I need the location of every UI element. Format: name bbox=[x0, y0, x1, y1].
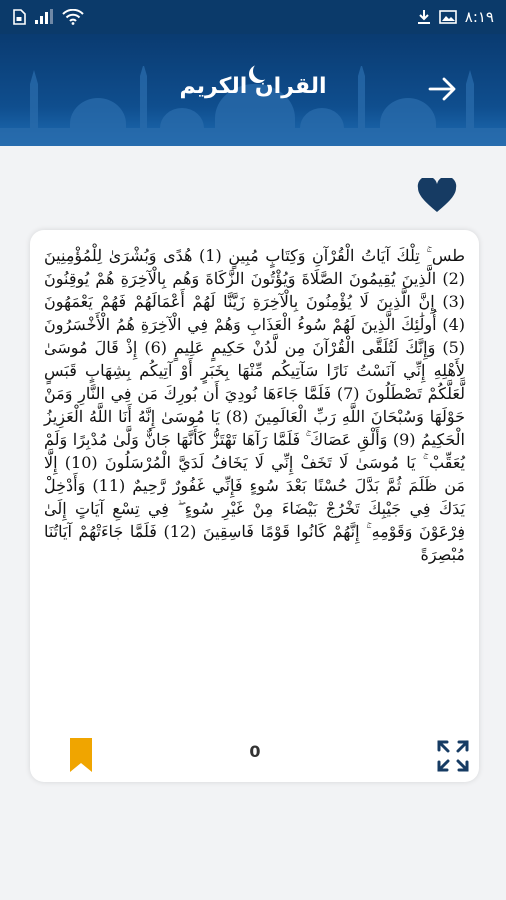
image-icon bbox=[439, 9, 457, 25]
page-title: القران الكريم bbox=[179, 74, 327, 99]
expand-icon[interactable] bbox=[435, 738, 471, 774]
status-bar bbox=[0, 0, 506, 34]
status-right bbox=[417, 8, 494, 26]
signal-icon bbox=[34, 9, 54, 25]
status-left bbox=[12, 9, 84, 25]
arrow-right-icon[interactable] bbox=[428, 76, 458, 102]
app-header bbox=[0, 34, 506, 146]
wifi-icon bbox=[62, 9, 84, 25]
heart-icon[interactable] bbox=[417, 178, 457, 214]
verse-counter: 0 bbox=[249, 742, 261, 761]
bookmark-icon[interactable] bbox=[70, 738, 92, 772]
ayah-card bbox=[30, 230, 479, 782]
download-icon bbox=[417, 9, 431, 25]
status-time: ٨:١٩ bbox=[464, 8, 494, 26]
ayah-text: طس ۚ تِلْكَ آيَاتُ الْقُرْآنِ وَكِتَابٍ مُبِينٍ (1) هُدًى وَبُشْرَىٰ لِلْمُؤْمِنِينَ (2) الَّذِينَ يُقِيمُونَ الصَّلَاةَ وَيُؤْتُونَ الزَّكَاةَ وَهُم بِالْآخِرَةِ هُمْ يُوقِنُونَ (3) إِنَّ الَّذِينَ لَا يُؤْمِنُونَ بِالْآخِرَةِ زَيَّنَّا لَهُمْ أَعْمَالَهُمْ فَهُمْ يَعْمَهُونَ (4) أُولَٰئِكَ الَّذِينَ لَهُمْ سُوءُ الْعَذَابِ وَهُمْ فِي الْآخِرَةِ هُمُ الْأَخْسَرُونَ (5) وَإِنَّكَ لَتُلَقَّى الْقُرْآنَ مِن لَّدُنْ حَكِيمٍ عَلِيمٍ (6) إِذْ قَالَ مُوسَىٰ لِأَهْلِهِ إِنِّي آنَسْتُ نَارًا سَآتِيكُم مِّنْهَا بِخَبَرٍ أَوْ آتِيكُم بِشِهَابٍ قَبَسٍ لَّعَلَّكُمْ تَصْطَلُونَ (7) فَلَمَّا جَاءَهَا نُودِيَ أَن بُورِكَ مَن فِي النَّارِ وَمَنْ حَوْلَهَا وَسُبْحَانَ اللَّهِ رَبِّ الْعَالَمِينَ (8) يَا مُوسَىٰ إِنَّهُ أَنَا اللَّهُ الْعَزِيزُ الْحَكِيمُ (9) وَأَلْقِ عَصَاكَ ۚ فَلَمَّا رَآهَا تَهْتَزُّ كَأَنَّهَا جَانٌّ وَلَّىٰ مُدْبِرًا وَلَمْ يُعَقِّبْ ۚ يَا مُوسَىٰ لَا تَخَفْ إِنِّي لَا يَخَافُ لَدَيَّ الْمُرْسَلُونَ (10) إِلَّا مَن ظَلَمَ ثُمَّ بَدَّلَ حُسْنًا بَعْدَ سُوءٍ فَإِنِّي غَفُورٌ رَّحِيمٌ (11) وَأَدْخِلْ يَدَكَ فِي جَيْبِكَ تَخْرُجْ بَيْضَاءَ مِنْ غَيْرِ سُوءٍ ۖ فِي تِسْعِ آيَاتٍ إِلَىٰ فِرْعَوْنَ وَقَوْمِهِ ۚ إِنَّهُمْ كَانُوا قَوْمًا فَاسِقِينَ (12) فَلَمَّا جَاءَتْهُمْ آيَاتُنَا مُبْصِرَةً bbox=[44, 246, 466, 564]
sim-icon bbox=[12, 9, 26, 25]
